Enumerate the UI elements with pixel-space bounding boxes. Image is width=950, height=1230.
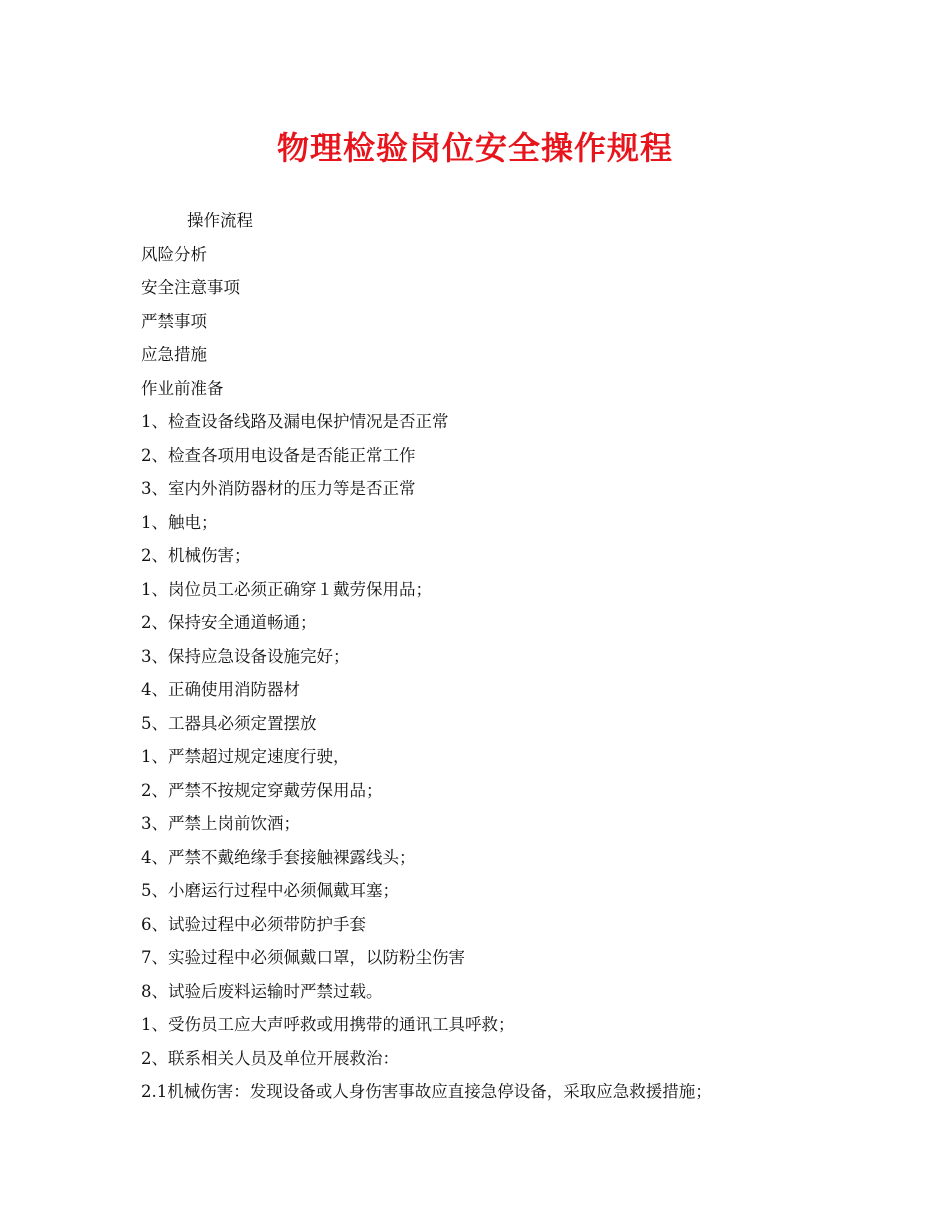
doc-line: 2、严禁不按规定穿戴劳保用品；	[141, 780, 383, 800]
doc-line: 1、检查设备线路及漏电保护情况是否正常	[141, 412, 449, 431]
doc-line: 8、试验后废料运输时严禁过载。	[141, 981, 383, 1001]
doc-line: 操作流程	[187, 211, 253, 230]
document-title: 物理检验岗位安全操作规程	[276, 129, 673, 167]
doc-line: 严禁事项	[141, 311, 207, 331]
doc-line: 4、严禁不戴绝缘手套接触裸露线头；	[141, 847, 416, 867]
doc-line: 风险分析	[141, 244, 207, 264]
doc-line: 3、室内外消防器材的压力等是否正常	[141, 479, 416, 498]
document-body	[141, 204, 841, 1109]
doc-line: 2.1机械伤害：发现设备或人身伤害事故应直接急停设备，采取应急救援措施；	[141, 1082, 712, 1101]
doc-line: 5、小磨运行过程中必须佩戴耳塞；	[141, 881, 399, 900]
doc-line: 应急措施	[141, 345, 207, 364]
doc-line: 3、严禁上岗前饮酒；	[141, 814, 300, 833]
doc-line: 作业前准备	[141, 378, 224, 398]
doc-line: 2、保持安全通道畅通；	[141, 613, 317, 632]
doc-line: 1、严禁超过规定速度行驶，	[141, 747, 350, 766]
doc-line: 2、机械伤害；	[141, 546, 251, 565]
doc-line: 2、检查各项用电设备是否能正常工作	[141, 445, 416, 465]
doc-line: 1、触电；	[141, 512, 218, 532]
doc-line: 6、试验过程中必须带防护手套	[141, 914, 366, 934]
doc-line: 安全注意事项	[141, 278, 240, 297]
doc-line: 1、受伤员工应大声呼救或用携带的通讯工具呼救；	[141, 1015, 515, 1034]
doc-line: 2、联系相关人员及单位开展救治：	[141, 1048, 399, 1068]
doc-line: 5、工器具必须定置摆放	[141, 713, 317, 733]
doc-line: 3、保持应急设备设施完好；	[141, 646, 350, 666]
doc-line: 4、正确使用消防器材	[141, 680, 300, 699]
doc-line: 7、实验过程中必须佩戴口罩，以防粉尘伤害	[141, 948, 465, 967]
doc-line: 1、岗位员工必须正确穿１戴劳保用品；	[141, 579, 432, 599]
